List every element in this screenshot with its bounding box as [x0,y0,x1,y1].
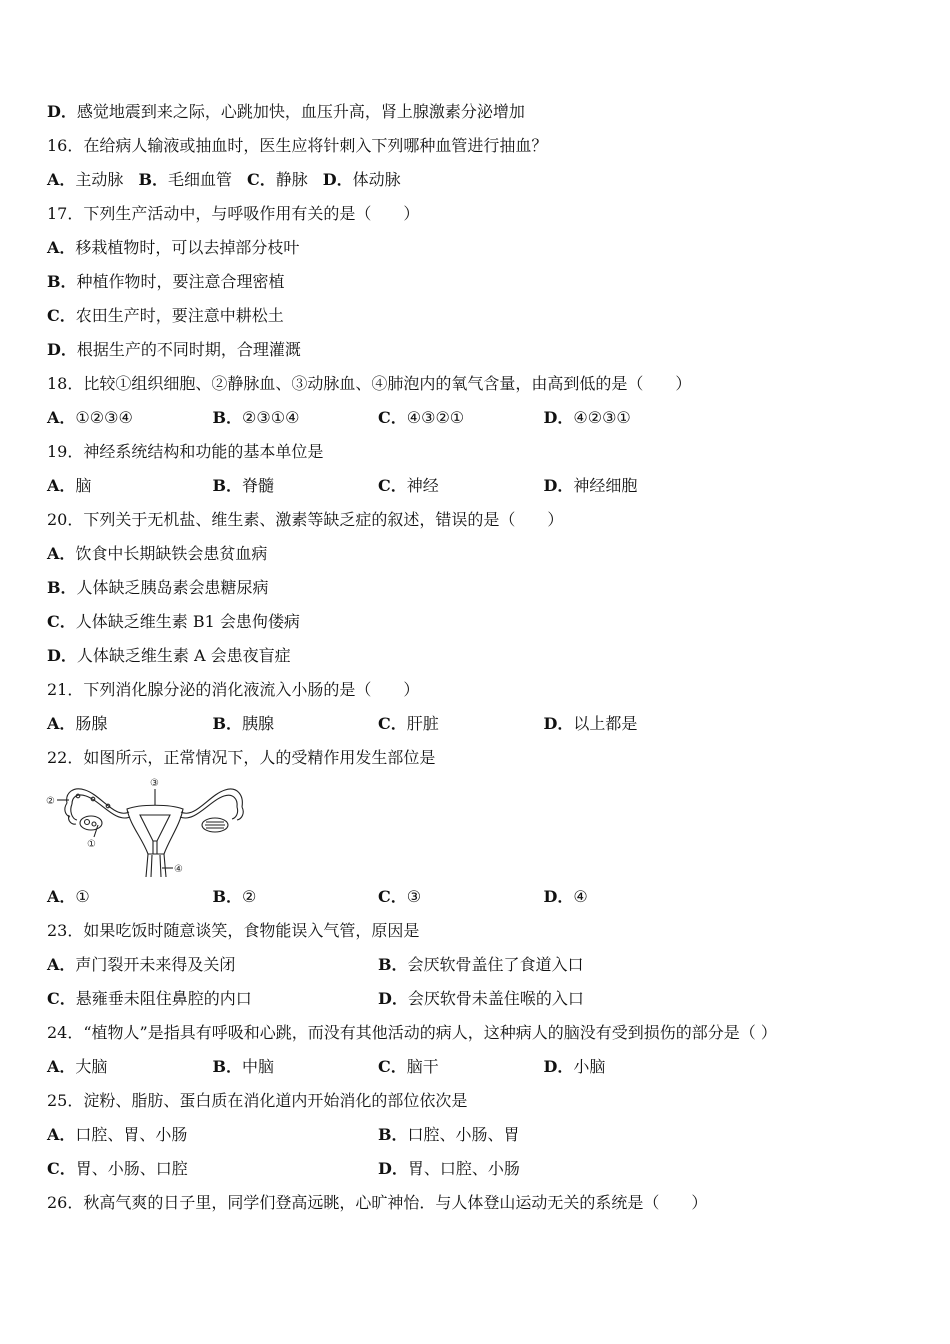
right-ovary-texture [205,822,225,828]
follicle [92,822,96,826]
option-letter: D． [47,646,77,665]
q22-options [47,880,950,914]
option-d [47,333,950,367]
option-letter: A． [47,408,76,427]
option-letter: A． [47,476,76,495]
option-d [47,639,950,673]
option-text: 小脑 [573,1057,606,1076]
option-text: 移栽植物时，可以去掉部分枝叶 [75,238,300,257]
option-text: ② [242,887,257,906]
vagina [146,854,166,877]
option-a [47,537,950,571]
question-number: 23． [47,921,84,940]
option-text: 人体缺乏维生素 A 会患夜盲症 [76,646,291,665]
option-letter: B． [212,887,243,906]
uterus-figure [47,775,950,880]
option-d [544,880,710,914]
option-c [378,401,544,435]
q23-options-row1 [47,948,950,982]
uterine-cavity [140,815,170,841]
figure-label-4: ④ [174,864,183,875]
question-22 [47,741,950,775]
option-b [378,1118,709,1152]
option-text: 胃、小肠、口腔 [75,1159,188,1178]
option-letter: B． [212,476,243,495]
question-number: 22． [47,748,84,767]
option-letter: B． [212,408,243,427]
option-text: ① [75,887,90,906]
option-letter: D． [322,170,353,189]
option-c [378,880,544,914]
right-fallopian-tube-inner [180,795,237,818]
option-letter: C． [246,170,276,189]
option-d [378,982,709,1016]
question-17 [47,197,950,231]
option-text: 会厌软骨盖住了食道入口 [407,955,584,974]
question-stem: 下列消化腺分泌的消化液流入小肠的是（ ） [83,680,420,699]
figure-label-1: ① [87,839,96,850]
question-number: 24． [47,1023,84,1042]
question-number: 26． [47,1193,84,1212]
option-text: ④ [573,887,588,906]
q19-options [47,469,950,503]
option-text: 脊髓 [242,476,275,495]
option-c [47,982,378,1016]
option-text: 肠腺 [75,714,108,733]
option-text: 毛细血管 [167,170,232,189]
option-letter: B． [138,170,168,189]
left-ovary [80,816,102,830]
option-letter: C． [378,476,407,495]
question-stem: 秋高气爽的日子里，同学们登高远眺，心旷神怡．与人体登山运动无关的系统是（ ） [83,1193,708,1212]
option-text: 胰腺 [242,714,275,733]
option-d [544,401,710,435]
option-d [544,469,710,503]
option-text: 感觉地震到来之际，心跳加快，血压升高，肾上腺激素分泌增加 [76,102,525,121]
question-number: 20． [47,510,84,529]
option-text: 种植作物时，要注意合理密植 [76,272,285,291]
option-c [247,163,308,197]
option-text: 口腔、胃、小肠 [75,1125,188,1144]
option-letter: C． [47,1159,76,1178]
option-text: 静脉 [275,170,308,189]
option-b [47,571,950,605]
option-a [47,1050,213,1084]
option-text: 饮食中长期缺铁会患贫血病 [75,544,268,563]
option-text: 肝脏 [406,714,439,733]
option-letter: C． [47,306,76,325]
option-text: 口腔、小肠、胃 [407,1125,520,1144]
option-c [378,469,544,503]
option-text: 主动脉 [75,170,124,189]
option-text: ①②③④ [75,408,133,427]
option-letter: B． [378,1125,408,1144]
q18-options [47,401,950,435]
option-b [213,401,379,435]
uterus-wall [127,805,183,854]
question-stem: 淀粉、脂肪、蛋白质在消化道内开始消化的部位依次是 [83,1091,468,1110]
question-25 [47,1084,950,1118]
option-a [47,707,213,741]
question-18 [47,367,950,401]
question-number: 16． [47,136,84,155]
question-stem: 下列关于无机盐、维生素、激素等缺乏症的叙述，错误的是（ ） [83,510,564,529]
option-c [378,707,544,741]
option-text: 声门裂开未来得及关闭 [75,955,236,974]
question-number: 17． [47,204,84,223]
option-letter: C． [378,887,407,906]
egg-cell [76,794,80,798]
option-text: 胃、口腔、小肠 [407,1159,520,1178]
leader-line-1 [94,825,98,837]
option-text: ②③①④ [242,408,300,427]
right-fimbriae [232,807,243,820]
option-d [544,707,710,741]
right-fallopian-tube [181,789,242,813]
question-16 [47,129,950,163]
option-letter: A． [47,887,76,906]
option-b [138,163,232,197]
option-text: 神经 [406,476,439,495]
option-letter: D． [543,408,574,427]
option-letter: A． [47,714,76,733]
q16-options [47,163,950,197]
option-b [213,1050,379,1084]
question-stem: 如果吃饭时随意谈笑，食物能误入气管，原因是 [83,921,420,940]
option-text: 中脑 [242,1057,275,1076]
option-text: ④③②① [406,408,465,427]
option-c [47,1152,378,1186]
left-fallopian-tube-inner [72,795,130,818]
option-letter: A． [47,1125,76,1144]
option-text: 悬雍垂未阻住鼻腔的内口 [75,989,252,1008]
question-stem: 下列生产活动中，与呼吸作用有关的是（ ） [83,204,420,223]
option-letter: C． [378,1057,407,1076]
option-text: 会厌软骨未盖住喉的入口 [407,989,584,1008]
option-letter: D． [378,1159,408,1178]
option-b [213,707,379,741]
q24-options [47,1050,950,1084]
figure-label-2: ② [46,796,55,807]
option-c [47,605,950,639]
option-letter: B． [212,714,243,733]
left-fimbriae [65,803,77,824]
option-letter: C． [47,612,76,631]
option-letter: B． [212,1057,243,1076]
question-number: 21． [47,680,84,699]
option-text: ④②③① [573,408,631,427]
question-number: 19． [47,442,84,461]
option-text: 大脑 [75,1057,108,1076]
question-stem: 比较①组织细胞、②静脉血、③动脉血、④肺泡内的氧气含量，由高到低的是（ ） [83,374,692,393]
option-letter: D． [47,102,77,121]
option-b [213,880,379,914]
option-text: 脑干 [406,1057,439,1076]
cervix [153,841,157,854]
option-a [47,948,378,982]
option-text: 脑 [75,476,92,495]
option-letter: D． [543,714,574,733]
figure-label-3: ③ [150,778,159,789]
question-stem: 在给病人输液或抽血时，医生应将针刺入下列哪种血管进行抽血？ [83,136,548,155]
question-stem: 如图所示，正常情况下，人的受精作用发生部位是 [83,748,436,767]
uterus-diagram [45,775,247,880]
option-d [323,163,401,197]
option-letter: D． [378,989,408,1008]
left-fallopian-tube [67,789,129,813]
option-text: 人体缺乏维生素 B1 会患佝偻病 [75,612,300,631]
option-letter: D． [47,340,77,359]
option-b [213,469,379,503]
question-stem: “植物人”是指具有呼吸和心跳，而没有其他活动的病人，这种病人的脑没有受到损伤的部分是（ ） [83,1023,777,1042]
option-c [47,299,950,333]
option-d [544,1050,710,1084]
option-letter: D． [543,476,574,495]
option-text: 根据生产的不同时期，合理灌溉 [76,340,301,359]
option-text: 人体缺乏胰岛素会患糖尿病 [76,578,269,597]
option-letter: B． [47,578,77,597]
option-letter: A． [47,1057,76,1076]
option-text: ③ [406,887,422,906]
question-26 [47,1186,950,1220]
option-a [47,880,213,914]
option-letter: C． [378,714,407,733]
option-letter: A． [47,544,76,563]
question-stem: 神经系统结构和功能的基本单位是 [83,442,324,461]
question-number: 25． [47,1091,84,1110]
option-a [47,163,123,197]
option-letter: D． [543,1057,574,1076]
option-b [47,265,950,299]
option-d [378,1152,709,1186]
option-a [47,1118,378,1152]
follicle [85,820,90,825]
option-letter: B． [47,272,77,291]
question-19 [47,435,950,469]
option-text: 以上都是 [573,714,638,733]
option-a [47,401,213,435]
option-b [378,948,709,982]
q25-options-row1 [47,1118,950,1152]
option-text: 体动脉 [352,170,401,189]
option-text: 神经细胞 [573,476,638,495]
option-letter: A． [47,238,76,257]
option-letter: A． [47,955,76,974]
question-24 [47,1016,950,1050]
option-letter: C． [378,408,407,427]
q21-options [47,707,950,741]
option-letter: A． [47,170,76,189]
question-23 [47,914,950,948]
question-number: 18． [47,374,84,393]
option-letter: D． [543,887,574,906]
question-21 [47,673,950,707]
q23-options-row2 [47,982,950,1016]
option-a [47,231,950,265]
option-a [47,469,213,503]
q25-options-row2 [47,1152,950,1186]
q15-option-d [47,95,950,129]
option-letter: B． [378,955,408,974]
option-text: 农田生产时，要注意中耕松土 [75,306,284,325]
option-c [378,1050,544,1084]
option-letter: C． [47,989,76,1008]
question-20 [47,503,950,537]
